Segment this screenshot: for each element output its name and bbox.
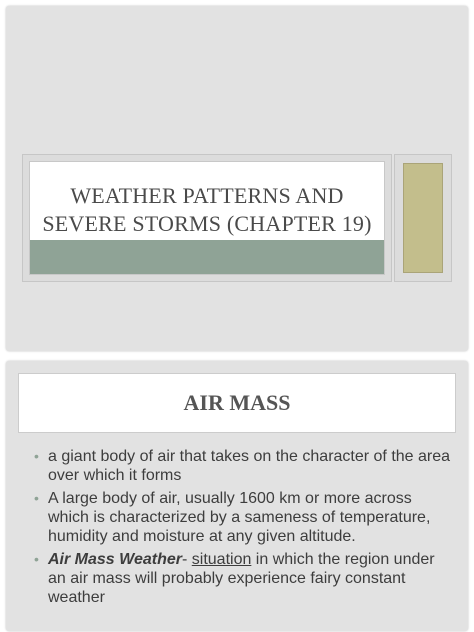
- title-line-2: SEVERE STORMS (CHAPTER 19): [42, 211, 372, 236]
- bullet-underlined-word: situation: [191, 551, 252, 568]
- title-box: [29, 161, 385, 275]
- bullet-text: a giant body of air that takes on the character of the area over which it forms: [48, 448, 451, 484]
- bullet-text: A large body of air, usually 1600 km or more across which is characterized by a sameness of temperature, humidity and moisture at any given altitude.: [48, 490, 431, 545]
- slide-title: [30, 182, 384, 238]
- bullet-item: [34, 550, 454, 607]
- slide-heading: AIR MASS: [183, 390, 291, 415]
- bullet-item: [34, 447, 454, 485]
- bullet-term: Air Mass Weather: [48, 551, 182, 568]
- bullet-text: in which the region under an air mass will probably experience fairy constant weather: [48, 551, 435, 606]
- bullet-item: [34, 489, 454, 546]
- heading-box: [18, 373, 456, 433]
- content-slide: [6, 361, 468, 631]
- bullet-separator: -: [181, 551, 192, 568]
- title-slide: [6, 6, 468, 351]
- title-frame: [22, 154, 392, 282]
- bullet-dot-icon: •: [34, 551, 39, 567]
- title-accent-band: [30, 240, 384, 274]
- bullet-list: [34, 447, 454, 611]
- bullet-dot-icon: •: [34, 490, 39, 506]
- side-accent-block: [403, 163, 443, 273]
- bullet-dot-icon: •: [34, 448, 39, 464]
- side-accent-frame: [394, 154, 452, 282]
- title-line-1: WEATHER PATTERNS AND: [70, 183, 344, 208]
